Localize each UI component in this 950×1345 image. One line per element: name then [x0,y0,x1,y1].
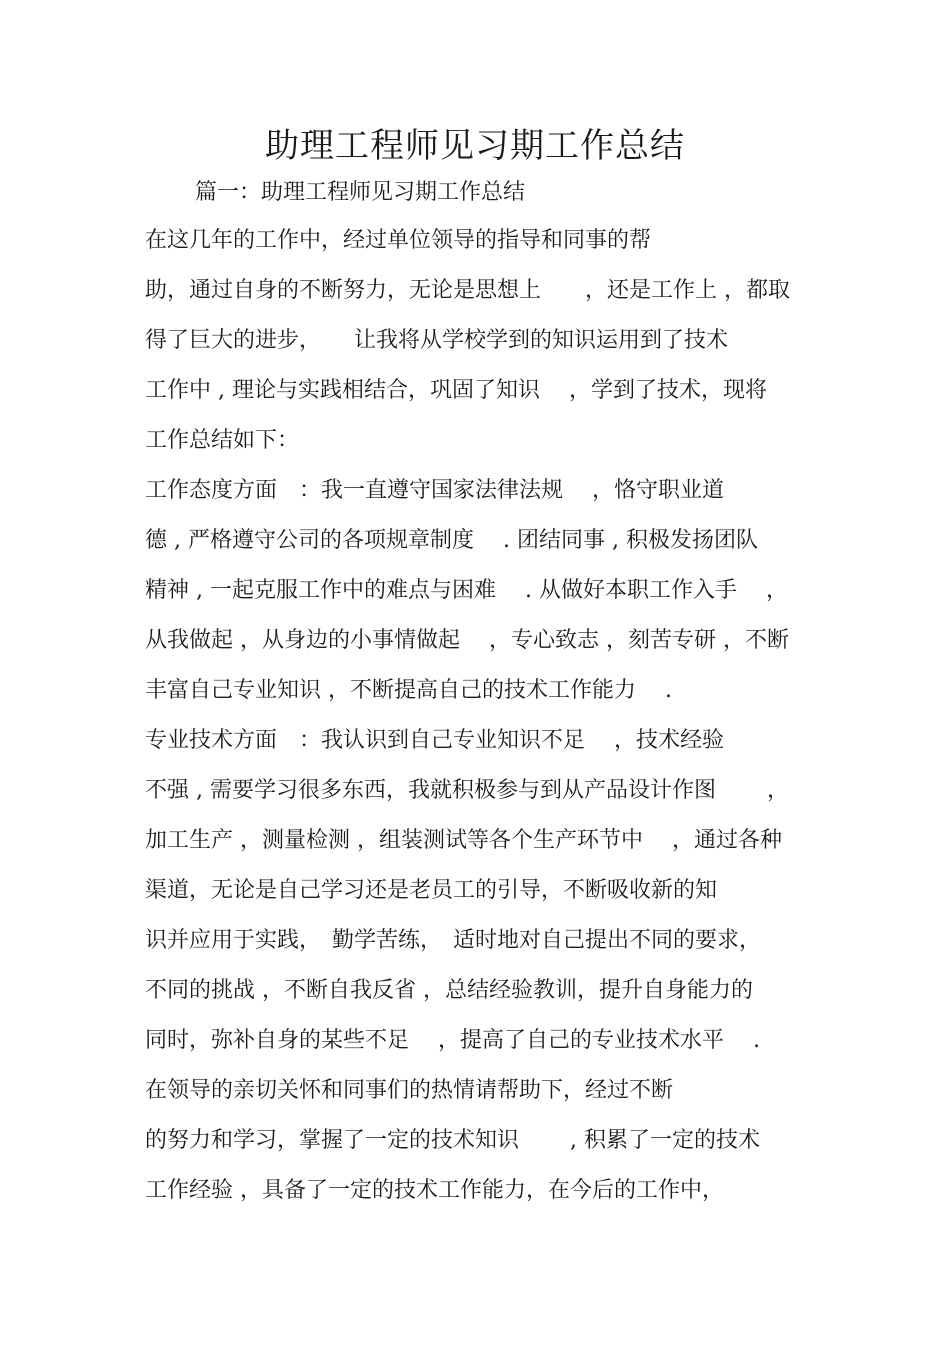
body-line: 渠道，无论是自己学习还是老员工的引导，不断吸收新的知 [145,878,718,903]
document-title: 助理工程师见习期工作总结 [265,126,685,166]
body-line: 识并应用于实践， 勤学苦练， 适时地对自己提出不同的要求， [145,928,762,953]
body-line: 不强 , 需要学习很多东西，我就积极参与到从产品设计作图 ， [145,778,789,803]
body-line: 的努力和学习，掌握了一定的技术知识 , 积累了一定的技术 [145,1128,760,1153]
body-line: 助，通过自身的不断努力，无论是思想上 ，还是工作上 ，都取 [145,278,790,303]
body-line: 丰富自己专业知识 ，不断提高自己的技术工作能力 . [145,678,672,703]
body-line: 在领导的亲切关怀和同事们的热情请帮助下，经过不断 [145,1078,674,1103]
body-line: 得了巨大的进步， 让我将从学校学到的知识运用到了技术 [145,328,729,353]
body-line: 加工生产 ，测量检测 ，组装测试等各个生产环节中 ，通过各种 [145,828,782,853]
body-line: 专业技术方面 ：我认识到自己专业知识不足 ，技术经验 [145,728,724,753]
body-line: 工作总结如下： [145,428,300,453]
body-line: 从我做起 ，从身边的小事情做起 ，专心致志 ，刻苦专研 ，不断 [145,628,789,653]
body-line: 德 , 严格遵守公司的各项规章制度 . 团结同事 , 积极发扬团队 [145,528,758,553]
body-line: 工作态度方面 ：我一直遵守国家法律法规 ，恪守职业道 [145,478,724,503]
body-line: 工作中 , 理论与实践相结合，巩固了知识 ，学到了技术，现将 [145,378,767,403]
body-line: 精神 , 一起克服工作中的难点与困难 . 从做好本职工作入手 ， [145,578,788,603]
body-line: 工作经验 ，具备了一定的技术工作能力，在今后的工作中， [145,1178,724,1203]
body-line: 同时，弥补自身的某些不足 ，提高了自己的专业技术水平 . [145,1028,760,1053]
document-subtitle: 篇一：助理工程师见习期工作总结 [195,180,526,205]
body-line: 在这几年的工作中，经过单位领导的指导和同事的帮 [145,228,652,253]
body-line: 不同的挑战 ，不断自我反省 ，总结经验教训，提升自身能力的 [145,978,753,1003]
